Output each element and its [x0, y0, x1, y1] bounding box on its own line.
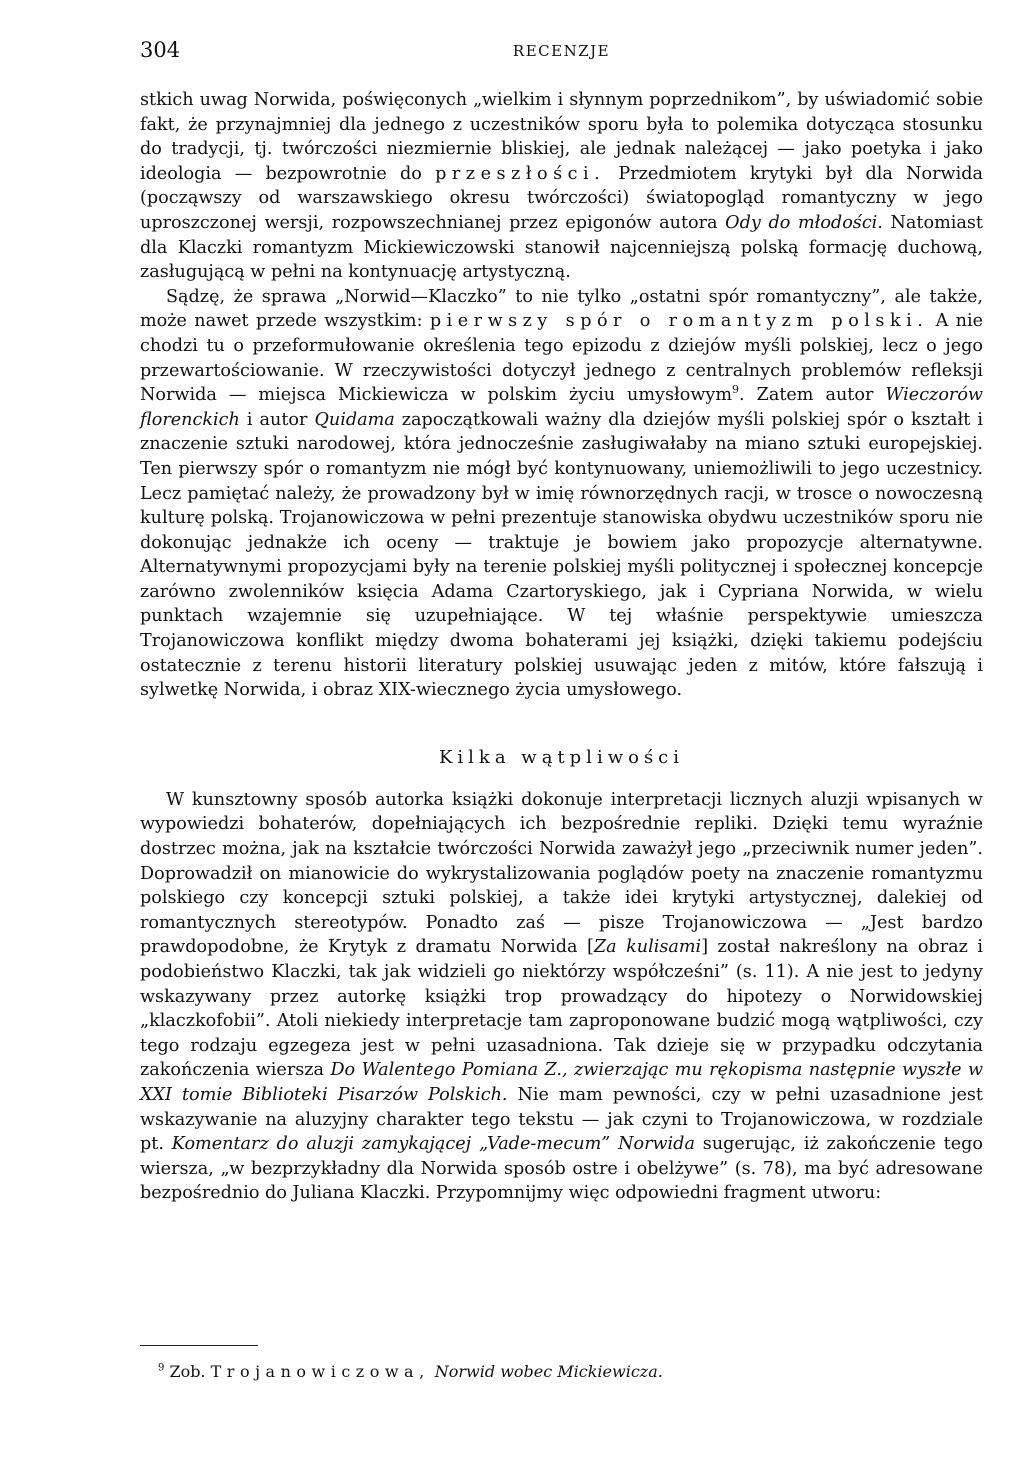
running-head: RECENZJE	[512, 42, 611, 60]
footnote-marker: 9	[158, 1362, 165, 1374]
text-run: Zob.	[164, 1362, 211, 1381]
text-run: Nie mam pewności, czy w pełni uzasadnione jest wskazywanie na aluzyjny charakter tego tekstu — jak czyni to Trojanowiczowa, w rozdziale pt.	[140, 1084, 983, 1155]
text-run: Przedmiotem krytyki był dla Norwida (począwszy od warszawskiego okresu twórczości) światopogląd romantyczny w jego uproszczonej wersji, rozpowszechnianej przez epigonów autora	[140, 163, 983, 233]
italic-title: Komentarz do aluzji zamykającej „Vade-mecum” Norwida	[171, 1134, 695, 1155]
italic-title: Do Walentego Pomiana Z., zwierzając mu rękopisma następnie wyszłe w XXI tomie Biblioteki Pisarzów Polskich.	[140, 1060, 983, 1105]
italic-title: Norwid wobec Mickiewicza.	[434, 1362, 663, 1381]
text-run: stkich uwag Norwida, poświęconych „wielkim i słynnym poprzednikom”, by uświadomić sobie fakt, że przynajmniej dla jednego z uczestników sporu była to polemika dotycząca stosunku do tradycji, tj. twórczości niezmiernie bliskiej, ale jednak należącej — jako poetyka i jako ideologia — bezpowrotnie do	[140, 90, 983, 184]
footnote	[158, 1360, 663, 1384]
spaced-emphasis: przeszłości.	[435, 163, 606, 184]
text-run: Sądzę, że sprawa „Norwid—Klaczko” to nie tylko „ostatni spór romantyczny”, ale także, może nawet przede wszystkim:	[140, 286, 983, 332]
page-number: 304	[140, 38, 181, 62]
italic-title: Wieczorów florenckich	[140, 385, 983, 430]
paragraph-3	[140, 788, 983, 1206]
text-run: A nie chodzi tu o przeformułowanie określenia tego epizodu z dziejów myśli polskiej, lecz o jego przewartościowanie. W rzeczywistości dotyczył jednego z centralnych problemów refleksji Norwida — miejsca Mickiewicza w polskim życiu umysłowym	[140, 311, 984, 406]
paragraph-2	[140, 285, 983, 703]
section-heading: Kilka wątpliwości	[438, 746, 685, 768]
italic-title: Quidama	[314, 409, 395, 430]
text-run: zapoczątkowali ważny dla dziejów myśli polskiej spór o kształt i znaczenie sztuki narodowej, która jednocześnie zasługiwałaby na miano sztuki europejskiej. Ten pierwszy spór o romantyzm nie mógł być kontynuowany, uniemożliwili to jego uczestnicy. Lecz pamiętać należy, że prowadzony był w imię równorzędnych racji, w trosce o nowoczesną kulturę polską. Trojanowiczowa w pełni prezentuje stanowiska obydwu uczestników sporu nie dokonując jednakże ich oceny — traktuje je bowiem jako propozycje alternatywne. Alternatywnymi propozycjami były na terenie polskiej myśli politycznej i społecznej koncepcje zarówno zwolenników księcia Adama Czartoryskiego, jak i Cypriana Norwida, w wielu punktach wzajemnie się uzupełniające. W tej właśnie perspektywie umieszcza Trojanowiczowa konflikt między dwoma bohaterami jej książki, dzięki takiemu podejściu ostatecznie z terenu historii literatury polskiej usuwając jeden z mitów, które fałszują i sylwetkę Norwida, i obraz XIX-wiecznego życia umysłowego.	[140, 409, 983, 701]
italic-title: Ody do młodości.	[725, 212, 883, 233]
italic-title: Za kulisami	[593, 937, 702, 958]
text-run: . Zatem autor	[739, 385, 886, 406]
page-header	[140, 32, 983, 68]
spaced-emphasis: pierwszy spór o romantyzm polski.	[429, 311, 929, 332]
text-run: sugerując, iż zakończenie tego wiersza, „w bezprzykładny dla Norwida sposób ostre i obelżywe” (s. 78), ma być adresowane bezpośrednio do Juliana Klaczki. Przypomnijmy więc odpowiedni fragment utworu:	[140, 1134, 983, 1204]
text-run: W kunsztowny sposób autorka książki dokonuje interpretacji licznych aluzji wpisanych w wypowiedzi bohaterów, dopełniających ich bezpośrednie repliki. Dzięki temu wyraźnie dostrzec można, jak na kształcie twórczości Norwida zaważył jego „przeciwnik numer jeden”. Doprowadził on mianowicie do wykrystalizowania poglądów poety na znaczenie romantyzmu polskiego czy koncepcji sztuki polskiej, a także idei krytyki artystycznej, dalekiej od romantycznych stereotypów. Ponadto zaś — pisze Trojanowiczowa — „Jest bardzo prawdopodobne, że Krytyk z dramatu Norwida [	[140, 789, 983, 958]
spaced-emphasis: Trojanowiczowa,	[210, 1362, 430, 1381]
footnote-reference: 9	[732, 383, 740, 397]
text-run: i autor	[239, 409, 315, 430]
paragraph-1	[140, 88, 983, 285]
text-run: ] został nakreślony na obraz i podobieństwo Klaczki, tak jak widzieli go niektórzy współcześni” (s. 11). A nie jest to jedyny wskazywany przez autorkę książki trop prowadzący do hipotezy o Norwidowskiej „klaczkofobii”. Atoli niekiedy interpretacje tam zaproponowane budzić mogą wątpliwości, czy tego rodzaju egzegeza jest w pełni uzasadniona. Tak dzieje się w przypadku odczytania zakończenia wiersza	[140, 937, 983, 1081]
page-body	[140, 88, 983, 1206]
text-run: Natomiast dla Klaczki romantyzm Mickiewiczowski stanowił najcenniejszą polską formację duchową, zasługującą w pełni na kontynuację artystyczną.	[140, 212, 983, 283]
footnote-rule	[140, 1345, 258, 1346]
